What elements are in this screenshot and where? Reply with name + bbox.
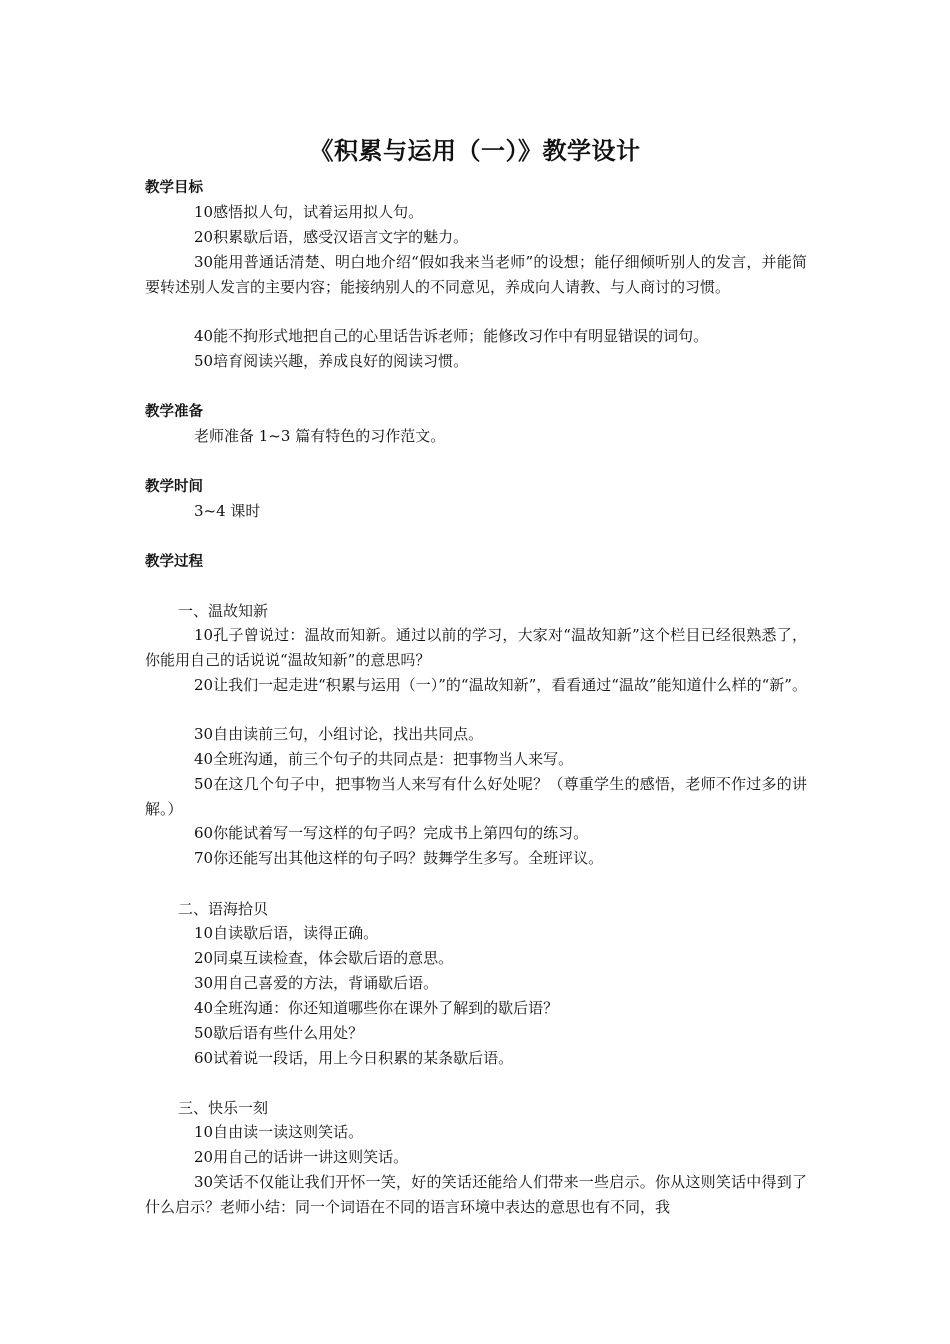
process-item: 10自读歇后语，读得正确。: [194, 924, 379, 942]
process-item: 20让我们一起走进“积累与运用（一）”的“温故知新”，看看通过“温故”能知道什么样的“新”。: [194, 676, 807, 694]
process-item: 50在这几个句子中，把事物当人来写有什么好处呢？（尊重学生的感悟，老师不作过多的讲解。）: [145, 775, 807, 818]
heading-teaching-process: 教学过程: [145, 554, 203, 570]
time-text: 3~4 课时: [194, 502, 261, 520]
process-item: 10孔子曾说过：温故而知新。通过以前的学习，大家对“温故知新”这个栏目已经很熟悉了，你能用自己的话说说“温故知新”的意思吗？: [145, 626, 807, 669]
goal-item: 10感悟拟人句，试着运用拟人句。: [194, 203, 424, 221]
process-item: 30自由读前三句，小组讨论，找出共同点。: [194, 725, 484, 743]
process-item: 20同桌互读检查，体会歇后语的意思。: [194, 949, 454, 967]
prep-text: 老师准备 1~3 篇有特色的习作范文。: [194, 427, 446, 445]
process-item: 60试着说一段话，用上今日积累的某条歇后语。: [194, 1049, 514, 1067]
section-title: 二、语海拾贝: [178, 900, 269, 918]
goal-item: 40能不拘形式地把自己的心里话告诉老师；能修改习作中有明显错误的词句。: [194, 327, 709, 345]
heading-teaching-goals: 教学目标: [145, 180, 203, 196]
section-title: 三、快乐一刻: [178, 1099, 269, 1117]
process-item: 50歇后语有些什么用处？: [194, 1024, 364, 1042]
process-item: 60你能试着写一写这样的句子吗？完成书上第四句的练习。: [194, 824, 589, 842]
process-item: 10自由读一读这则笑话。: [194, 1123, 364, 1141]
section-title: 一、温故知新: [178, 602, 269, 620]
goal-item: 20积累歇后语，感受汉语言文字的魅力。: [194, 228, 469, 246]
document-title: 《积累与运用（一）》教学设计: [309, 137, 641, 165]
process-item: 40全班沟通：你还知道哪些你在课外了解到的歇后语？: [194, 999, 559, 1017]
process-item: 40全班沟通，前三个句子的共同点是：把事物当人来写。: [194, 750, 574, 768]
process-item: 20用自己的话讲一讲这则笑话。: [194, 1148, 409, 1166]
heading-teaching-time: 教学时间: [145, 479, 203, 495]
process-item: 30笑话不仅能让我们开怀一笑，好的笑话还能给人们带来一些启示。你从这则笑话中得到了什么启示？老师小结：同一个词语在不同的语言环境中表达的意思也有不同，我: [145, 1173, 807, 1216]
heading-teaching-prep: 教学准备: [145, 404, 203, 420]
process-item: 70你还能写出其他这样的句子吗？鼓舞学生多写。全班评议。: [194, 849, 604, 867]
goal-item: 50培育阅读兴趣，养成良好的阅读习惯。: [194, 352, 469, 370]
goal-item: 30能用普通话清楚、明白地介绍“假如我来当老师”的设想；能仔细倾听别人的发言，并能简要转述别人发言的主要内容；能接纳别人的不同意见，养成向人请教、与人商讨的习惯。: [145, 253, 807, 296]
process-item: 30用自己喜爱的方法，背诵歇后语。: [194, 974, 439, 992]
